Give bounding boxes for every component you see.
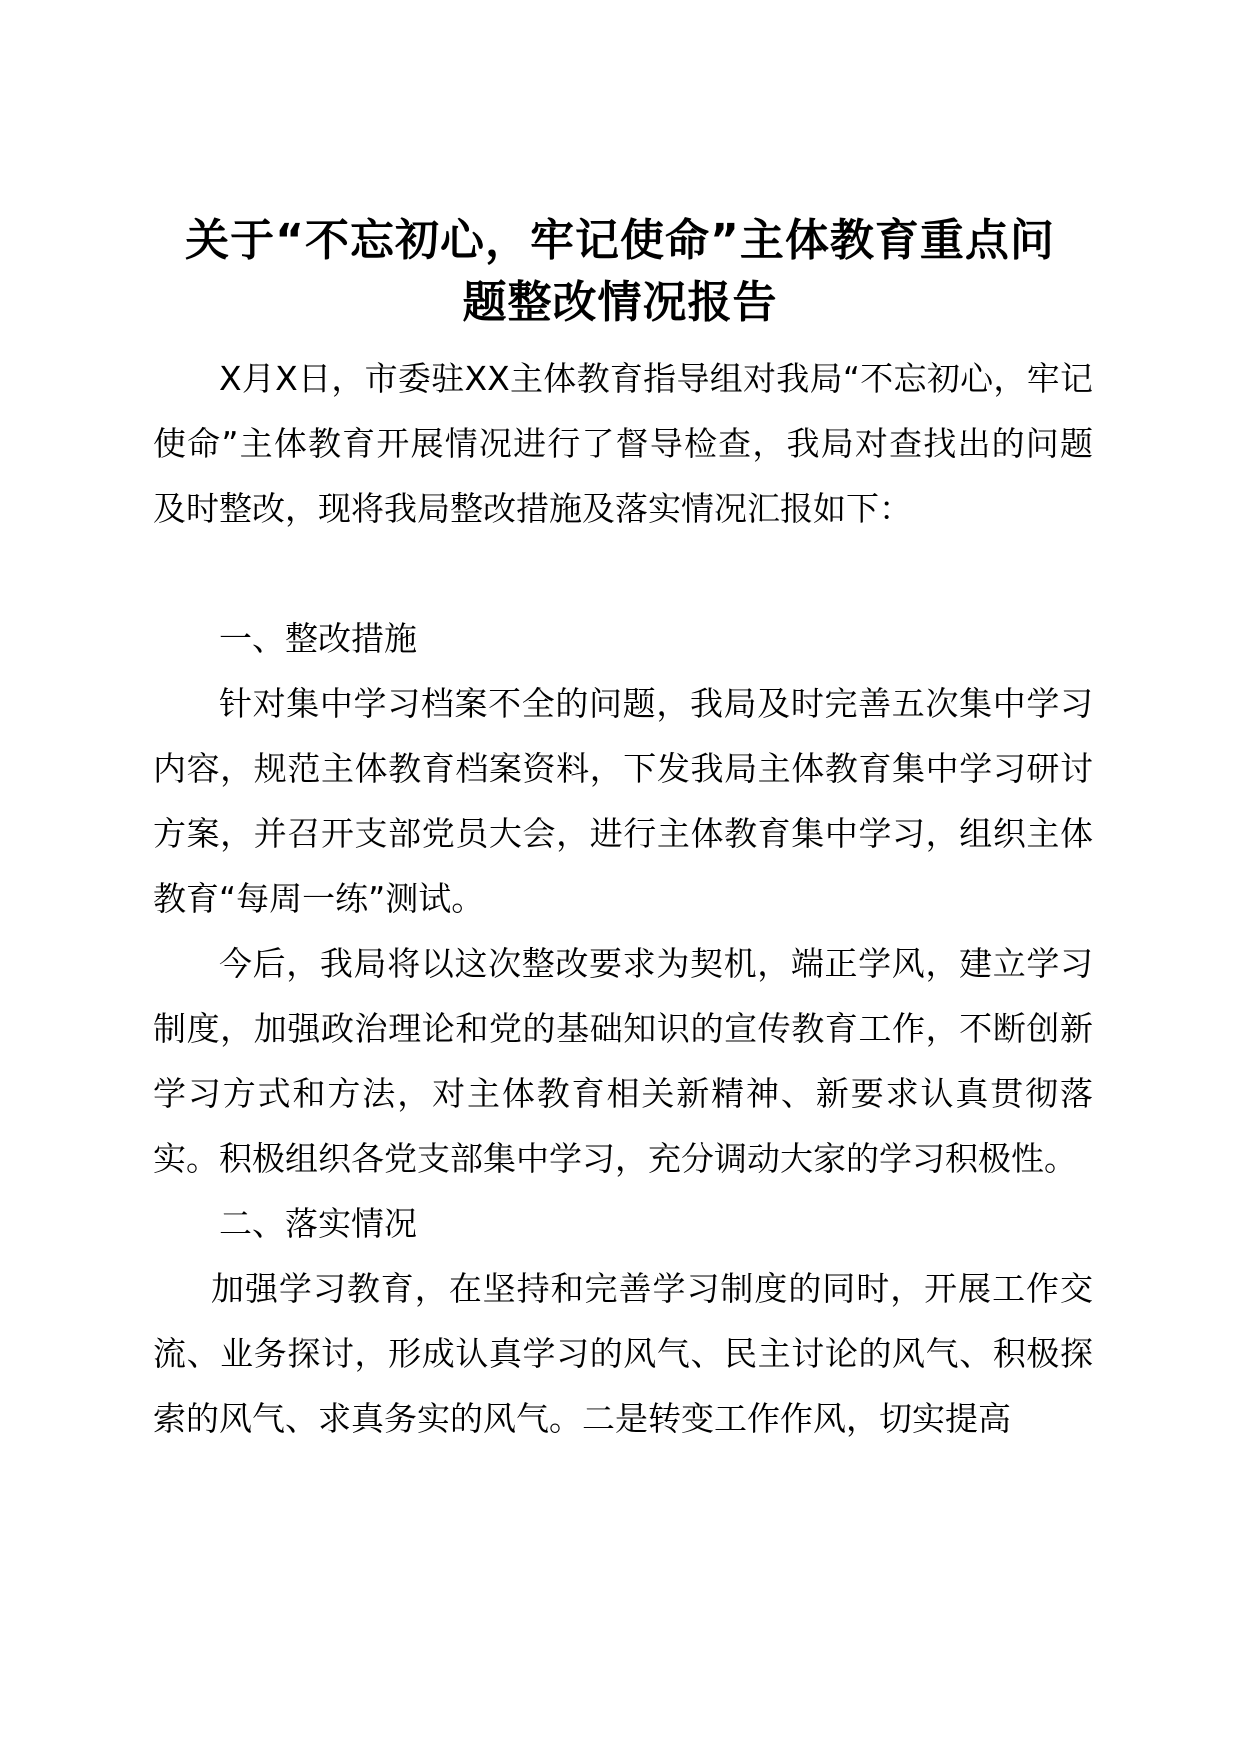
document-title [150, 210, 1090, 334]
title-line-2: 题整改情况报告 [462, 277, 778, 328]
document-body [153, 346, 1093, 1451]
section2-paragraph-1: 加强学习教育，在坚持和完善学习制度的同时，开展工作交流、业务探讨，形成认真学习的风气、民主讨论的风气、积极探索的风气、求真务实的风气。二是转变工作作风，切实提高 [153, 1269, 1093, 1438]
intro-paragraph: X月X日，市委驻XX主体教育指导组对我局“不忘初心，牢记使命”主体教育开展情况进行了督导检查，我局对查找出的问题及时整改，现将我局整改措施及落实情况汇报如下： [153, 359, 1093, 528]
section1-paragraph-1: 针对集中学习档案不全的问题，我局及时完善五次集中学习内容，规范主体教育档案资料，下发我局主体教育集中学习研讨方案，并召开支部党员大会，进行主体教育集中学习，组织主体教育“每周一练”测试。 [153, 684, 1093, 918]
section-heading-1: 一、整改措施 [219, 619, 417, 658]
title-line-1: 关于“不忘初心，牢记使命”主体教育重点问 [185, 215, 1055, 266]
section1-paragraph-2: 今后，我局将以这次整改要求为契机，端正学风，建立学习制度，加强政治理论和党的基础知识的宣传教育工作，不断创新学习方式和方法，对主体教育相关新精神、新要求认真贯彻落实。积极组织各党支部集中学习，充分调动大家的学习积极性。 [153, 944, 1093, 1178]
paragraph-spacer [153, 541, 1093, 606]
section-heading-2: 二、落实情况 [219, 1204, 417, 1243]
